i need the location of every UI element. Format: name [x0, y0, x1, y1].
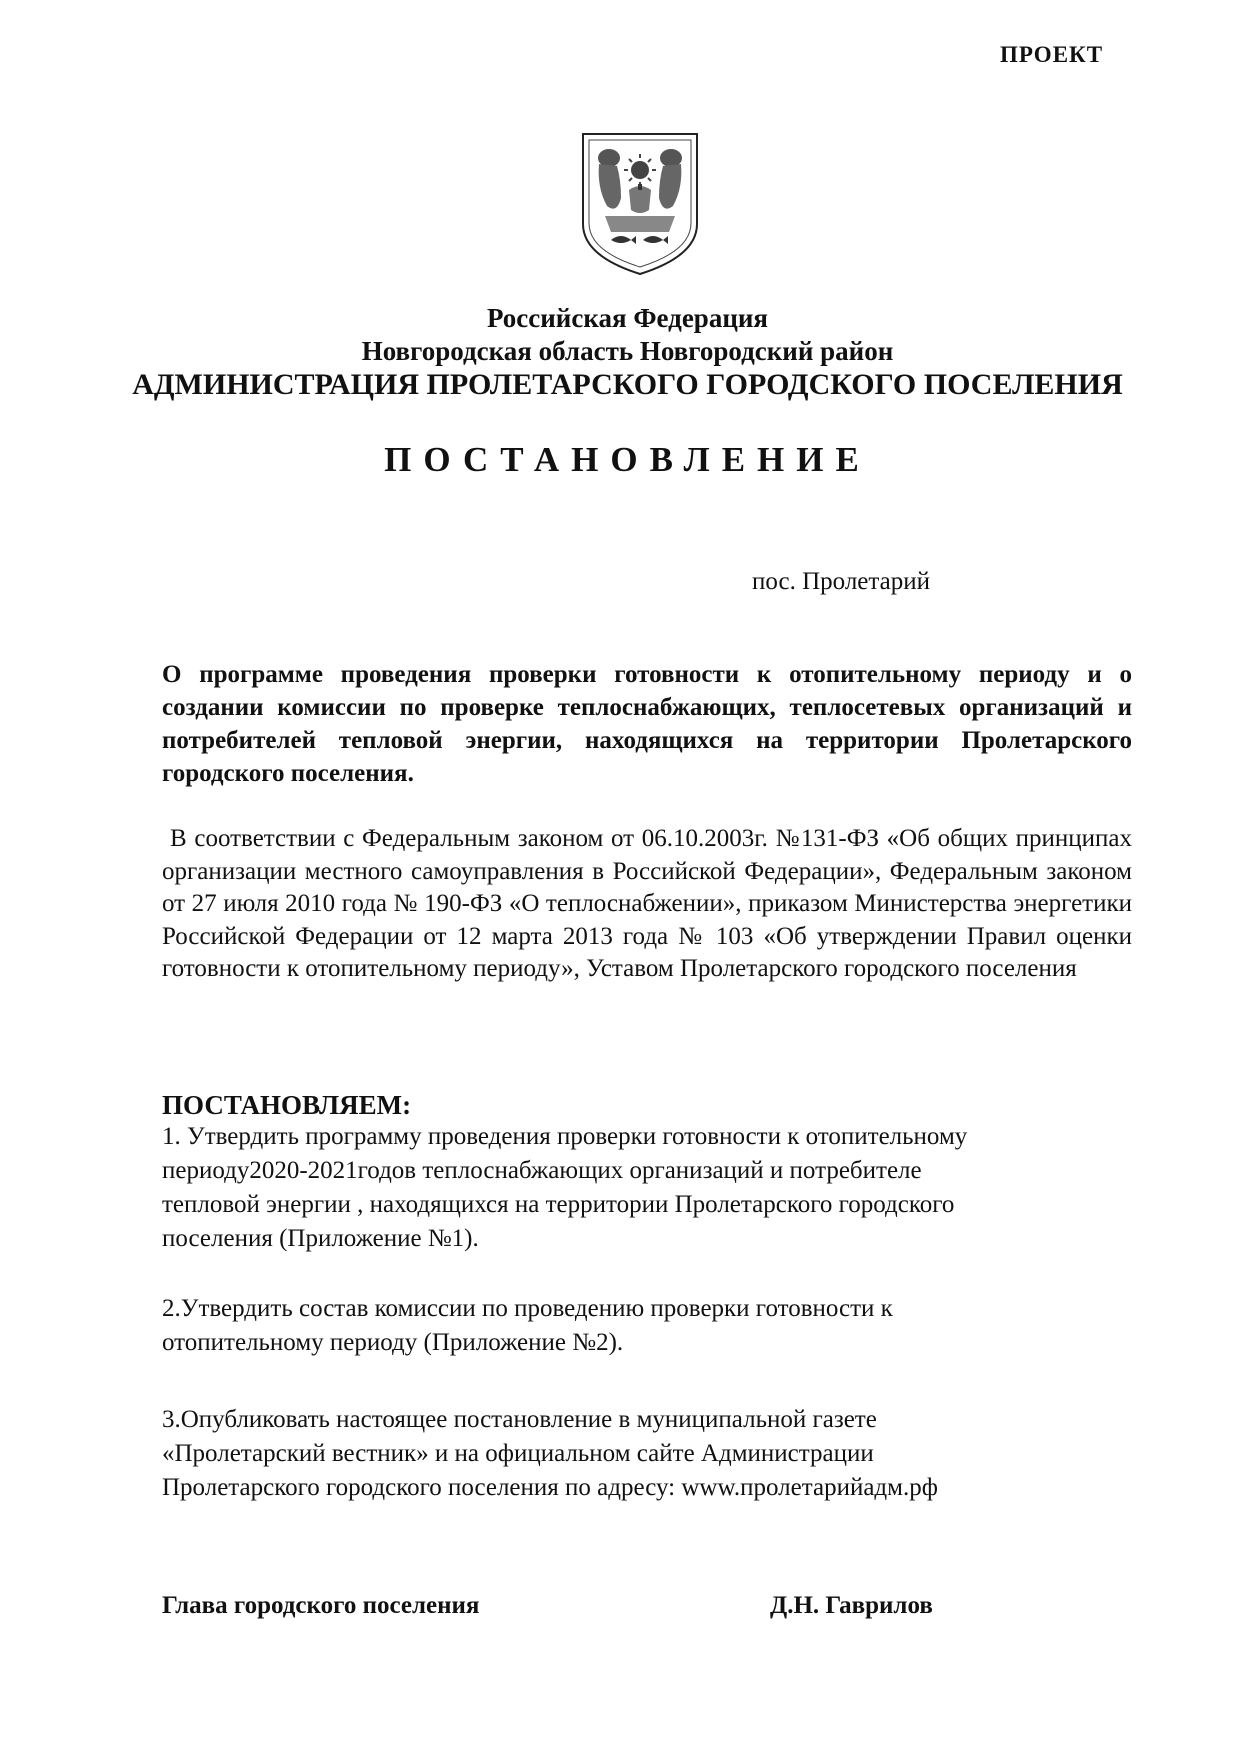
header-country: Российская Федерация [486, 303, 769, 333]
decree-item-line: отопительному периоду (Приложение №2). [162, 1329, 624, 1356]
document-place: пос. Пролетарий [752, 568, 930, 595]
draft-mark: ПРОЕКТ [1000, 42, 1104, 67]
decree-item-line: 1. Утвердить программу проведения проверки готовности к отопительному [162, 1123, 968, 1150]
header-region: Новгородская область Новгородский район [361, 336, 894, 366]
decree-item-line: 3.Опубликовать настоящее постановление в муниципальной газете [162, 1406, 877, 1433]
document-preamble: В соответствии с Федеральным законом от 06.10.2003г. №131-ФЗ «Об общих принципах организации местного самоуправления в Российской Федерации», Федеральным законом от 27 июля 2010 года № 190-ФЗ «О теплоснабжении», приказом Министерства энергетики Российской Федерации от 12 марта 2013 года № 103 «Об утверждении Правил оценки готовности к отопительному периоду», Уставом Пролетарского городского поселения [162, 825, 1132, 982]
decree-item-line: тепловой энергии , находящихся на территории Пролетарского городского [162, 1191, 955, 1218]
coat-of-arms-icon [577, 128, 703, 278]
decree-item [162, 1292, 1092, 1360]
decree-item [162, 1403, 1092, 1505]
decree-item [162, 1120, 1092, 1256]
document-type: ПОСТАНОВЛЕНИЕ [384, 440, 871, 479]
decree-item-line: Пролетарского городского поселения по адресу: www.пролетарийадм.рф [162, 1474, 938, 1501]
decree-item-line: 2.Утвердить состав комиссии по проведению проверки готовности к [162, 1295, 893, 1322]
decree-heading: ПОСТАНОВЛЯЕМ: [162, 1090, 412, 1120]
document-subject: О программе проведения проверки готовности к отопительному периоду и о создании комиссии по проверке теплоснабжающих, теплосетевых организаций и потребителей тепловой энергии, находящихся на территории Пролетарского городского поселения. [162, 661, 1132, 787]
decree-item-line: периоду2020-2021годов теплоснабжающих организаций и потребителе [162, 1157, 922, 1184]
decree-item-line: «Пролетарский вестник» и на официальном сайте Администрации [162, 1440, 874, 1467]
header-administration: АДМИНИСТРАЦИЯ ПРОЛЕТАРСКОГО ГОРОДСКОГО ПОСЕЛЕНИЯ [132, 368, 1123, 401]
decree-item-line: поселения (Приложение №1). [162, 1225, 479, 1252]
signature-name: Д.Н. Гаврилов [770, 1592, 933, 1619]
signature-title: Глава городского поселения [162, 1592, 480, 1619]
